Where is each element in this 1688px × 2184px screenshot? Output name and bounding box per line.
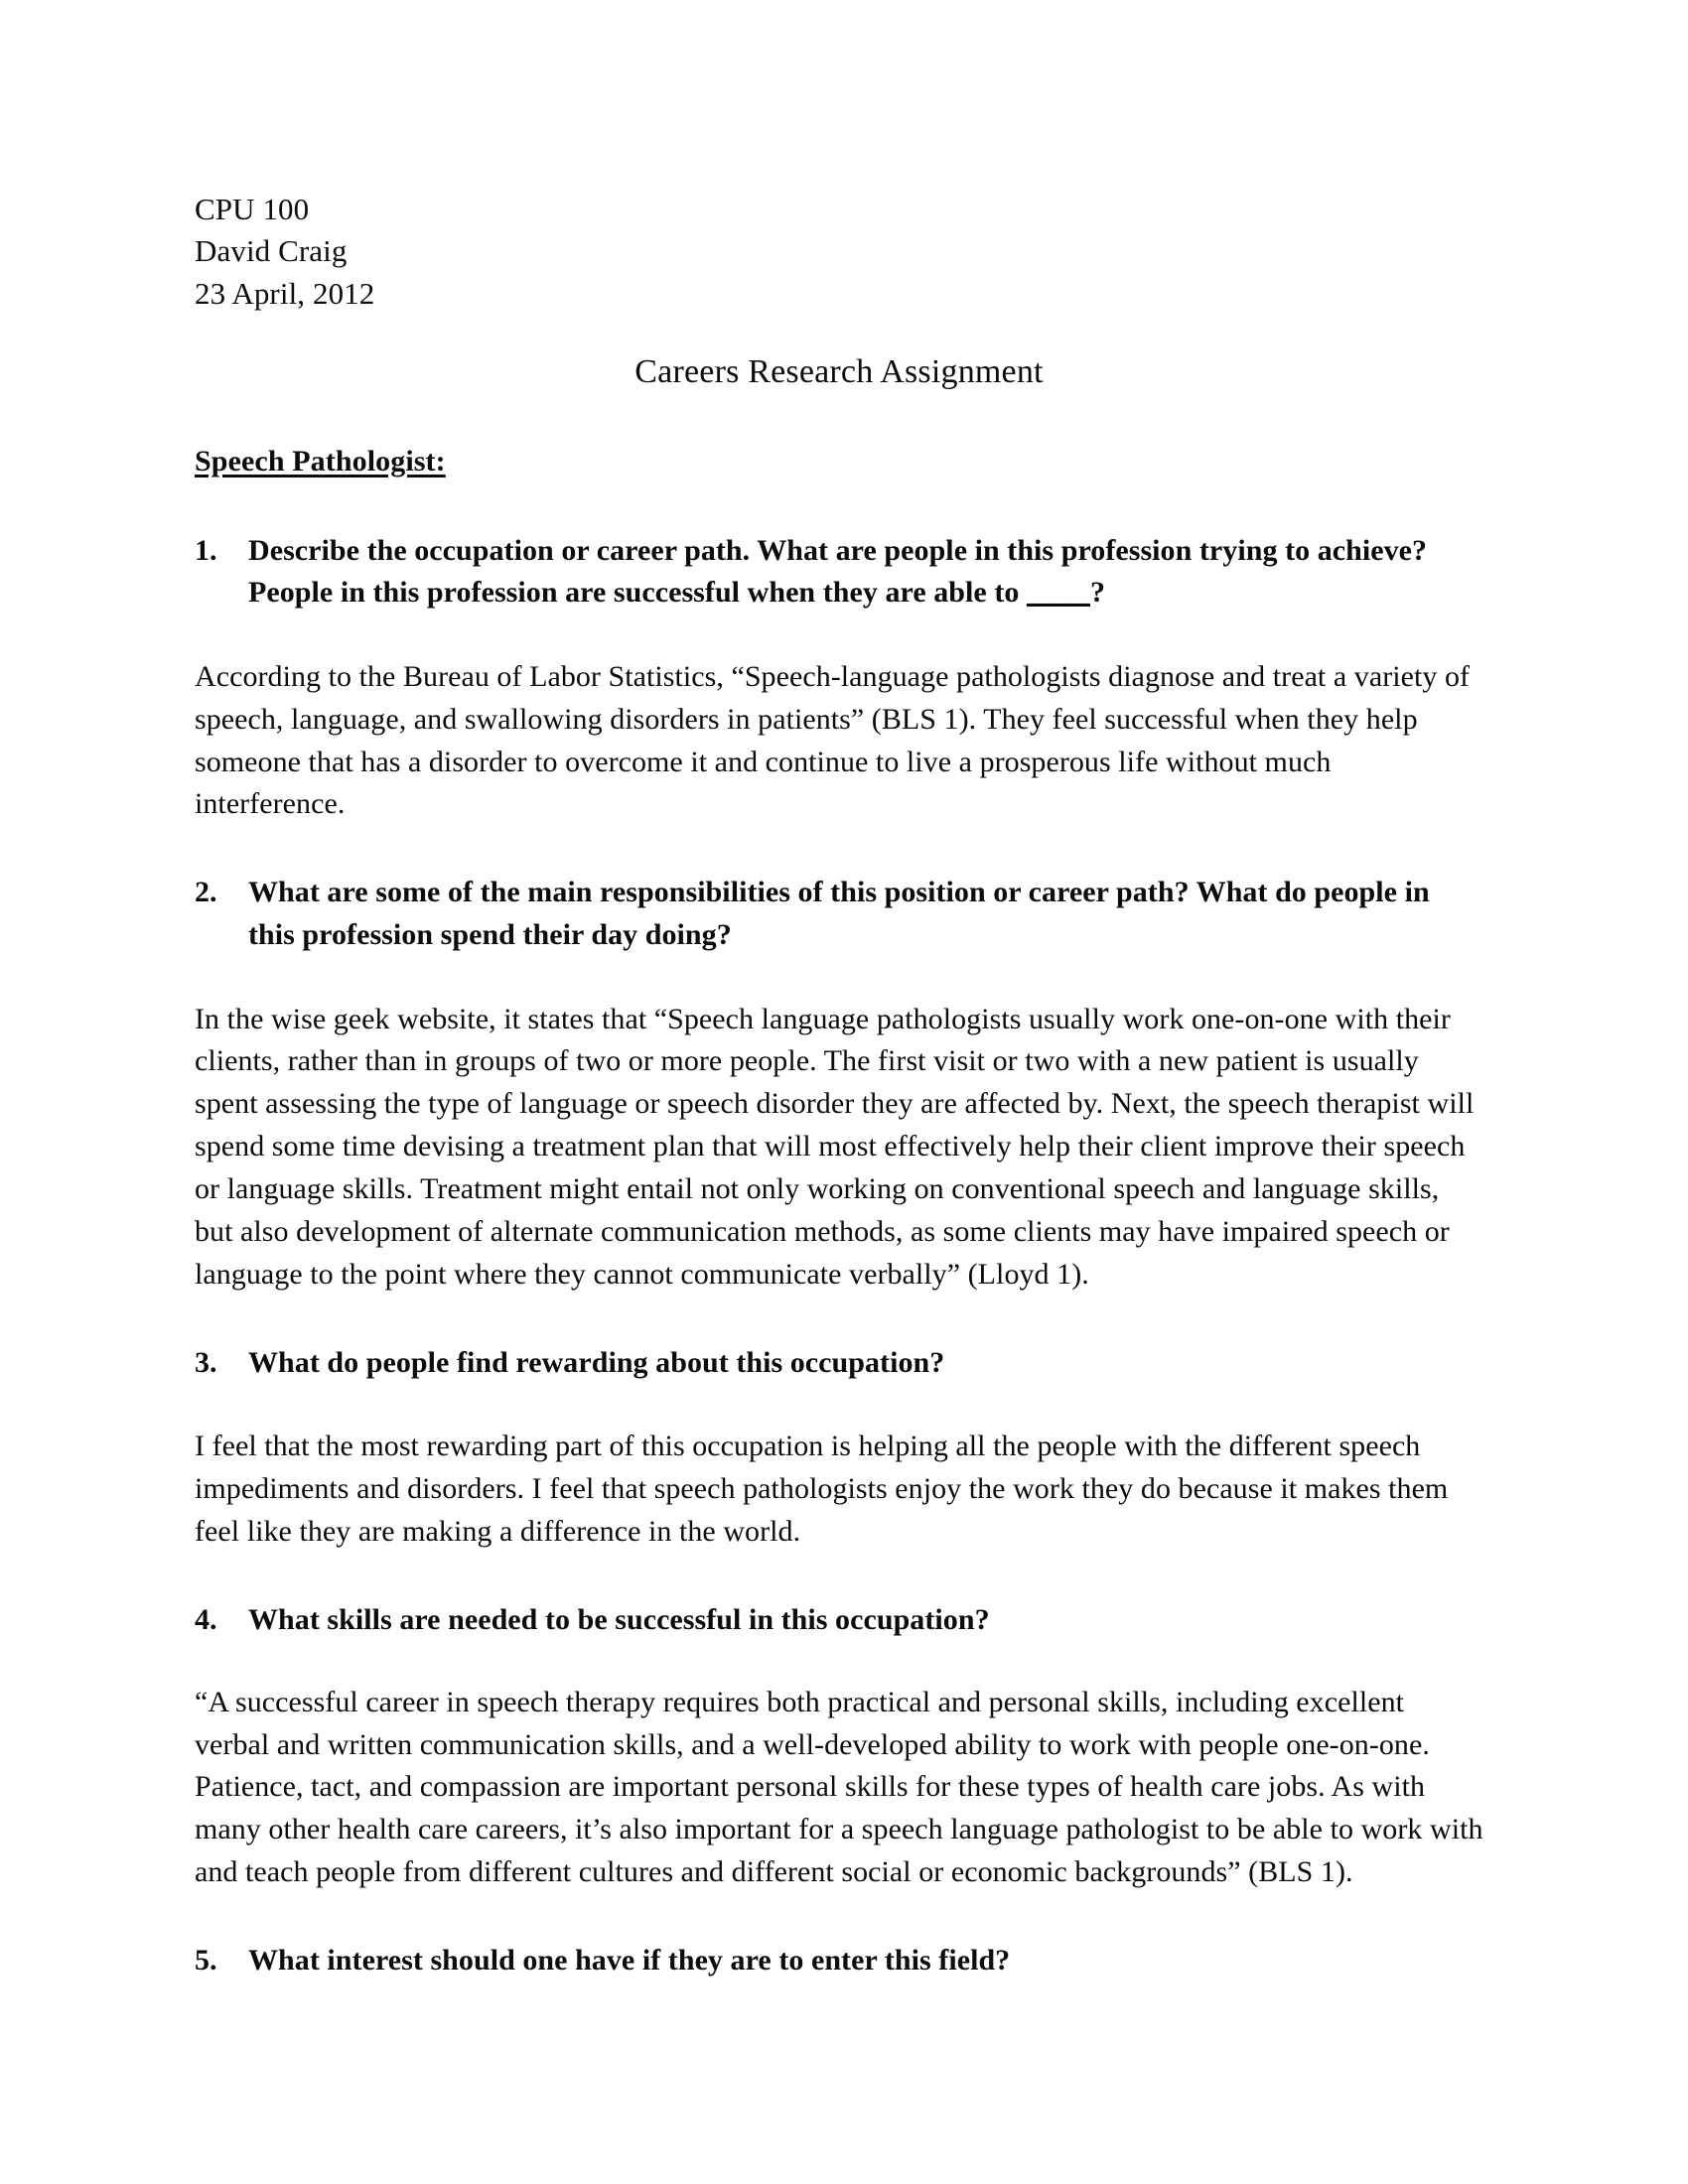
question-text-4: What skills are needed to be successful in this occupation?: [248, 1603, 990, 1637]
question-number-5: 5.: [195, 1944, 217, 1978]
header-block: [195, 189, 1483, 315]
question-item-3: [195, 1342, 1483, 1385]
author-name: David Craig: [195, 233, 348, 269]
question-text-1: [248, 530, 1483, 614]
answer-text-4: “A successful career in speech therapy requires both practical and personal skills, including excellent verbal and written communication skills, and a well-developed ability to work with people one-on-one. Patience, tact, and compassion are important personal skills for these types of health care jobs. As with many other health care careers, it’s also important for a speech language pathologist to be able to work with and teach people from different cultures and different social or economic backgrounds” (BLS 1).: [195, 1685, 1483, 1889]
question-text-1-part2: ?: [1089, 576, 1106, 610]
question-item-5: [195, 1940, 1483, 1982]
question-number-2: 2.: [195, 876, 217, 909]
question-text-5: What interest should one have if they are to enter this field?: [248, 1944, 1011, 1978]
answer-text-1: According to the Bureau of Labor Statistics, “Speech-language pathologists diagnose and treat a variety of speech, language, and swallowing disorders in patients” (BLS 1). They feel successful when they help someone that has a disorder to overcome it and continue to live a prosperous life without much interference.: [195, 659, 1471, 821]
answer-text-3: I feel that the most rewarding part of this occupation is helping all the people with the different speech impediments and disorders. I feel that speech pathologists enjoy the work they do because it makes them feel like they are making a difference in the world.: [195, 1430, 1449, 1549]
question-item-4: [195, 1599, 1483, 1642]
question-number-1: 1.: [195, 533, 217, 567]
document-body: [195, 189, 1483, 1982]
section-heading: Speech Pathologist:: [195, 444, 446, 478]
question-blank-1: ____: [1026, 576, 1090, 610]
question-text-3: What do people find rewarding about this occupation?: [248, 1345, 945, 1379]
date-line: 23 April, 2012: [195, 275, 375, 311]
answer-text-2: In the wise geek website, it states that “Speech language pathologists usually work one-on-one with their clients, rather than in groups of two or more people. The first visit or two with a new patient is usually spent assessing the type of language or speech disorder they are affected by. Next, the speech therapist will spend some time devising a treatment plan that will most effectively help their client improve their speech or language skills. Treatment might entail not only working on conventional speech and language skills, but also development of alternate communication methods, as some clients may have impaired speech or language to the point where they cannot communicate verbally” (Lloyd 1).: [195, 1002, 1475, 1291]
course-code: CPU 100: [195, 192, 310, 226]
question-text-2: What are some of the main responsibilities of this position or career path? What do people in this profession spend their day doing?: [248, 876, 1430, 951]
question-item-2: [195, 872, 1483, 956]
page-title: Careers Research Assignment: [634, 353, 1044, 391]
question-number-3: 3.: [195, 1345, 217, 1379]
question-text-1-part1: Describe the occupation or career path. What are people in this profession trying to achieve? People in this profession are successful when they are able to: [248, 533, 1428, 610]
question-item-1: [195, 530, 1483, 614]
question-number-4: 4.: [195, 1603, 217, 1637]
